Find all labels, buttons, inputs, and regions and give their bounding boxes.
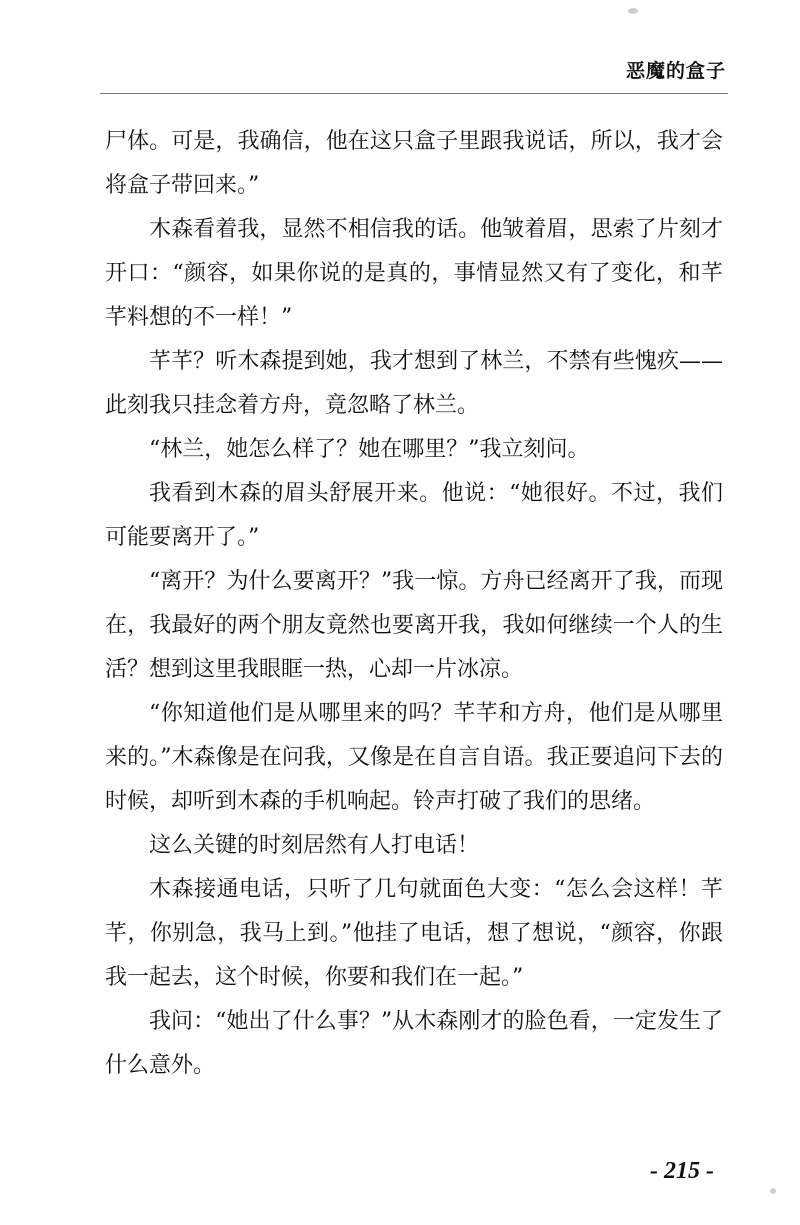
header-divider — [100, 93, 728, 94]
paragraph: 这么关键的时刻居然有人打电话！ — [149, 833, 480, 858]
paragraph: “你知道他们是从哪里来的吗？芊芊和方舟，他们是从哪里来的。”木森像是在问我，又像是在自言自语。我正要追问下去的时候，却听到木森的手机响起。铃声打破了我们的思绪。 — [105, 701, 723, 814]
page-number: - 215 - — [650, 1158, 714, 1184]
running-header-title: 恶魔的盒子 — [625, 60, 726, 82]
paragraph: “林兰，她怎么样了？她在哪里？”我立刻问。 — [149, 437, 590, 462]
paragraph: 芊芊？听木森提到她，我才想到了林兰，不禁有些愧疚——此刻我只挂念着方舟，竟忽略了林兰。 — [105, 349, 723, 418]
paragraph: 我问：“她出了什么事？”从木森刚才的脸色看，一定发生了什么意外。 — [105, 1009, 723, 1078]
paragraph: 尸体。可是，我确信，他在这只盒子里跟我说话，所以，我才会将盒子带回来。” — [105, 129, 723, 198]
scan-speck — [770, 1188, 776, 1194]
scan-speck — [628, 8, 638, 14]
paragraph: 木森接通电话，只听了几句就面色大变：“怎么会这样！芊芊，你别急，我马上到。”他挂了电话，想了想说，“颜容，你跟我一起去，这个时候，你要和我们在一起。” — [105, 877, 723, 990]
paragraph: 我看到木森的眉头舒展开来。他说：“她很好。不过，我们可能要离开了。” — [105, 481, 723, 550]
body-text — [105, 120, 723, 1088]
paragraph: “离开？为什么要离开？”我一惊。方舟已经离开了我，而现在，我最好的两个朋友竟然也要离开我，我如何继续一个人的生活？想到这里我眼眶一热，心却一片冰凉。 — [105, 569, 723, 682]
paragraph: 木森看着我，显然不相信我的话。他皱着眉，思索了片刻才开口：“颜容，如果你说的是真的，事情显然又有了变化，和芊芊料想的不一样！” — [105, 217, 723, 330]
